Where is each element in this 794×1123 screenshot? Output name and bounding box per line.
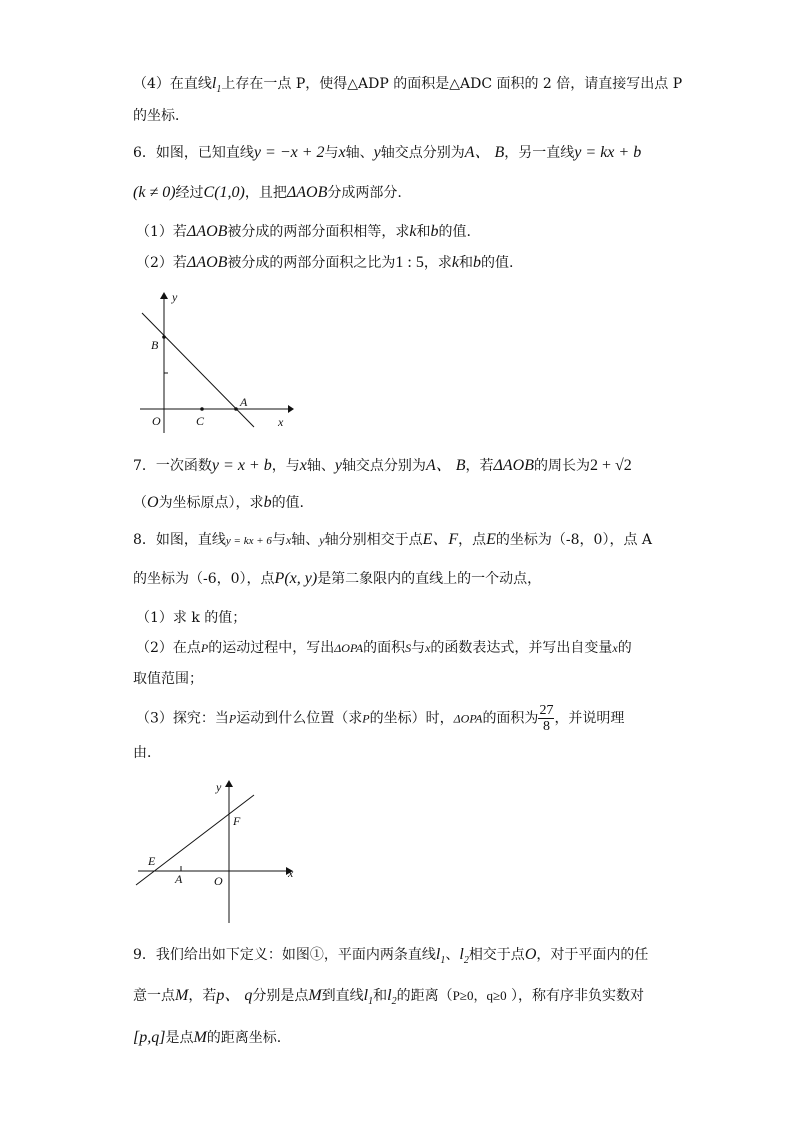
y-axis-arrow [225, 780, 233, 787]
text: ，与 [271, 458, 300, 474]
text: 轴交点分别为 [380, 145, 465, 161]
math-b: b [472, 254, 481, 271]
q6-intro-line1 [133, 143, 641, 163]
math-k: k [451, 254, 459, 271]
text: ，若 [188, 988, 217, 1004]
q6-intro-line2 [133, 183, 402, 203]
q8-part3-line1 [136, 703, 624, 734]
text: 的距离（ [396, 988, 453, 1004]
text: 由． [133, 745, 161, 761]
math-tri: ΔOPA [453, 711, 483, 726]
math-cond: P≥0，q≥0 [452, 988, 507, 1003]
math-p: P [228, 711, 237, 726]
fraction-27-8 [538, 703, 554, 734]
label-y: y [216, 780, 222, 794]
text: 分别是点 [252, 988, 309, 1004]
text: 和 [416, 224, 431, 240]
text: 8．如图，直线 [133, 532, 226, 548]
math-c: C(1,0) [203, 184, 245, 201]
text: 轴、 [291, 532, 320, 548]
label-e: E [148, 854, 156, 868]
text: （1）求 k 的值； [136, 610, 247, 626]
text: 经过 [175, 185, 204, 201]
text: 的值. [271, 495, 305, 511]
math-x: x [425, 641, 431, 655]
text: ，点 [458, 532, 487, 548]
math-ab: A、 B [425, 457, 466, 474]
text: 6．如图，已知直线 [133, 145, 254, 161]
q8-part1 [136, 608, 246, 628]
fraction-numerator: 27 [539, 703, 554, 718]
text: 7．一次函数 [133, 458, 212, 474]
math-e: E [486, 531, 496, 548]
math-x: x [299, 457, 307, 474]
text: 与 [411, 640, 426, 656]
figure-q8 [130, 775, 305, 927]
text: 的 [617, 640, 632, 656]
label-a: A [175, 872, 183, 886]
math-y: y [373, 144, 381, 161]
q9-line2 [133, 986, 644, 1012]
text: 的周长为 [534, 458, 590, 474]
text: （2）在点 [136, 640, 201, 656]
text: 的距离坐标. [206, 1030, 282, 1046]
text: 轴、 [345, 145, 374, 161]
label-f: F [233, 814, 241, 828]
math-m: M [175, 987, 189, 1004]
text: ，求 [423, 255, 452, 271]
math-x: x [285, 533, 292, 547]
text: 为坐标原点），求 [158, 495, 264, 511]
q8-line2 [133, 569, 541, 589]
label-x: x [278, 415, 284, 429]
text: 的面积 [363, 640, 406, 656]
math-o: O [147, 494, 159, 511]
q8-line1 [133, 530, 652, 551]
math-cond: (k ≠ 0) [133, 184, 176, 201]
text: ，且把 [244, 185, 287, 201]
math-tri: ΔAOB [186, 223, 228, 240]
text: ，对于平面内的任 [536, 947, 649, 963]
text: 9．我们给出如下定义：如图①，平面内两条直线 [133, 947, 436, 963]
math-l1: $l_1$ [435, 946, 446, 967]
math-eq: y = kx + 6 [225, 535, 272, 547]
label-a: A [240, 395, 248, 409]
math-l2: $l_2$ [459, 946, 469, 967]
text: （2）若 [136, 255, 187, 271]
y-axis-arrow [160, 292, 168, 299]
math-m: M [193, 1029, 207, 1046]
text: ，若 [465, 458, 494, 474]
q6-part1 [136, 222, 471, 242]
math-l1: $l_1$ [211, 75, 222, 96]
math-ratio: 1 : 5 [395, 254, 424, 271]
q9-line1 [133, 945, 648, 971]
math-b: b [430, 223, 439, 240]
text: 轴分别相交于点 [324, 532, 423, 548]
math-pair: [p,q] [133, 1029, 166, 1046]
math-eq1: y = −x + 2 [253, 144, 325, 161]
text: 和 [373, 988, 388, 1004]
text: （1）若 [136, 224, 187, 240]
math-l1: $l_1$ [363, 987, 374, 1008]
math-o: O [524, 946, 537, 963]
point-c [200, 407, 204, 411]
math-y: y [319, 533, 325, 547]
q7-line1 [133, 456, 632, 476]
label-o: O [214, 874, 223, 888]
math-y: y [334, 457, 342, 474]
text: 与 [271, 532, 286, 548]
math-eq2: y = kx + b [574, 144, 642, 161]
math-p: P(x, y) [274, 570, 318, 587]
text: 轴、 [306, 458, 335, 474]
label-b: B [151, 338, 159, 352]
q8-part2-line2 [133, 669, 203, 689]
text: 的函数表达式，并写出自变量 [430, 640, 613, 656]
text: 轴交点分别为 [341, 458, 426, 474]
text: 和 [458, 255, 473, 271]
text: 被分成的两部分面积相等，求 [227, 224, 410, 240]
q8-part3-line2 [133, 743, 161, 763]
math-tri: ΔOPA [334, 641, 364, 655]
math-tri: ΔAOB [186, 254, 228, 271]
text: 的值. [438, 224, 471, 240]
q8-part2-line1 [136, 638, 632, 658]
text: 被分成的两部分面积之比为 [227, 255, 396, 271]
math-m: M [308, 987, 322, 1004]
text: 的坐标为（-8，0），点 A [495, 532, 653, 548]
math-x: x [338, 144, 346, 161]
text: ），称有序非负实数对 [506, 988, 645, 1004]
label-y: y [172, 290, 178, 304]
text: ，并说明理 [554, 710, 625, 727]
text: 相交于点 [468, 947, 525, 963]
text: 运动到什么位置（求 [236, 710, 363, 727]
math-l2: $l_2$ [387, 987, 397, 1008]
text: 的坐标）时， [369, 710, 454, 727]
math-tri: ΔAOB [286, 184, 328, 201]
math-s: S [405, 641, 412, 655]
q5-part4-line1 [133, 74, 682, 100]
text: 的运动过程中，写出 [208, 640, 335, 656]
point-b [162, 335, 166, 339]
text: 是点 [165, 1030, 194, 1046]
math-k: k [409, 223, 417, 240]
text: 意一点 [133, 988, 175, 1004]
text: （ [133, 495, 147, 511]
math-ef: E、F [422, 531, 459, 548]
q6-part2 [136, 253, 513, 273]
text: 与 [324, 145, 339, 161]
math-pq: p、 q [216, 987, 253, 1004]
text: （4）在直线 [133, 76, 212, 92]
text: 的坐标为（-6，0），点 [133, 571, 275, 587]
math-tri: ΔAOB [493, 457, 534, 474]
text: 的面积为 [482, 710, 539, 727]
math-b: b [263, 494, 272, 511]
x-axis-arrow [288, 405, 294, 413]
math-x: x [612, 641, 618, 655]
q5-part4-line2 [133, 106, 189, 126]
point-a [234, 407, 238, 411]
label-o: O [152, 414, 161, 428]
math-eq: y = x + b [211, 457, 272, 474]
math-p: P [200, 641, 209, 655]
text: 的坐标． [133, 108, 189, 124]
text: 到直线 [321, 988, 364, 1004]
math-p: P [362, 711, 370, 726]
math-perimeter: 2 + √2 [590, 457, 632, 474]
text: 分成两部分. [327, 185, 402, 201]
fraction-denominator: 8 [542, 719, 550, 734]
math-ab: A、 B [464, 144, 505, 161]
text: 的值. [480, 255, 514, 271]
text: 上存在一点 P，使得△ADP 的面积是△ADC 面积的 2 倍，请直接写出点 P [221, 76, 683, 92]
text: 、 [445, 947, 460, 963]
text: 是第二象限内的直线上的一个动点， [317, 571, 542, 587]
label-c: C [196, 414, 205, 428]
figure-q6 [130, 285, 300, 435]
q7-line2 [133, 493, 304, 513]
label-x: x [288, 866, 294, 880]
text: ，另一直线 [504, 145, 575, 161]
text: 取值范围； [133, 671, 203, 687]
text: （3）探究：当 [136, 710, 229, 727]
q9-line3 [133, 1028, 281, 1048]
